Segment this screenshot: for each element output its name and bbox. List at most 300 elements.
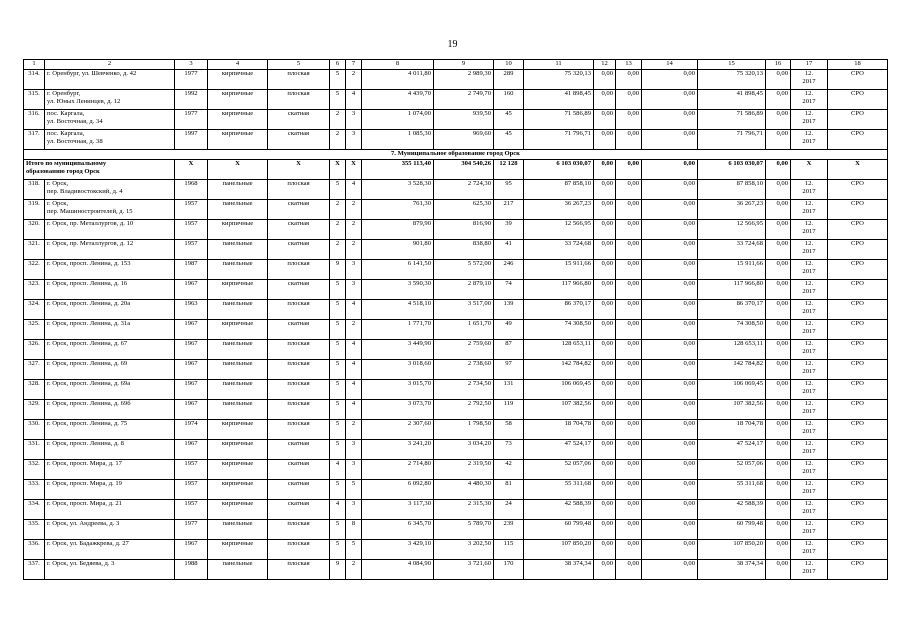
fund-1: 0,00 <box>594 90 616 110</box>
fund-4: 0,00 <box>766 540 791 560</box>
method: СРО <box>828 300 888 320</box>
owners-funds: 107 850,20 <box>698 540 766 560</box>
address: пос. Каргала, ул. Восточная, д. 38 <box>45 130 175 150</box>
cost-total: 47 524,17 <box>524 440 594 460</box>
total-area: 4 518,10 <box>362 300 434 320</box>
column-number: 13 <box>616 60 642 70</box>
entrances: 2 <box>346 70 362 90</box>
table-row <box>24 90 888 110</box>
fund-2: 0,00 <box>616 240 642 260</box>
owners-funds: 107 382,56 <box>698 400 766 420</box>
address: пос. Каргала, ул. Восточная, д. 34 <box>45 110 175 130</box>
fund-2: 0,00 <box>616 400 642 420</box>
column-number: 12 <box>594 60 616 70</box>
owners-funds: 106 069,45 <box>698 380 766 400</box>
wall-material: панельные <box>208 360 268 380</box>
address: г. Орск, пр. Металлургов, д. 12 <box>45 240 175 260</box>
column-number: 18 <box>828 60 888 70</box>
floors: 5 <box>330 360 346 380</box>
owners-funds: 18 704,78 <box>698 420 766 440</box>
completion-date: 12. 2017 <box>791 520 828 540</box>
floors: 5 <box>330 90 346 110</box>
address: г. Орск, ул. Бедяева, д. 3 <box>45 560 175 580</box>
roof-type: скатная <box>268 240 330 260</box>
owners-funds: 117 966,80 <box>698 280 766 300</box>
fund-3: 0,00 <box>642 340 698 360</box>
method: СРО <box>828 90 888 110</box>
cost-total: 18 704,78 <box>524 420 594 440</box>
owners-funds: 128 653,11 <box>698 340 766 360</box>
entrances: 4 <box>346 360 362 380</box>
completion-date: 12. 2017 <box>791 200 828 220</box>
entrances: 2 <box>346 420 362 440</box>
fund-3: 0,00 <box>642 280 698 300</box>
row-number: 323. <box>24 280 45 300</box>
floors: 5 <box>330 280 346 300</box>
fund-3: 0,00 <box>642 420 698 440</box>
total-value: X <box>346 160 362 180</box>
row-number: 334. <box>24 500 45 520</box>
method: СРО <box>828 220 888 240</box>
fund-3: 0,00 <box>642 110 698 130</box>
fund-3: 0,00 <box>642 320 698 340</box>
row-number: 324. <box>24 300 45 320</box>
living-area: 3 517,00 <box>434 300 494 320</box>
fund-2: 0,00 <box>616 110 642 130</box>
owners-funds: 42 588,39 <box>698 500 766 520</box>
table-row <box>24 110 888 130</box>
roof-type: плоская <box>268 560 330 580</box>
fund-3: 0,00 <box>642 300 698 320</box>
cost-total: 86 370,17 <box>524 300 594 320</box>
cost-total: 38 374,34 <box>524 560 594 580</box>
roof-type: плоская <box>268 300 330 320</box>
entrances: 5 <box>346 540 362 560</box>
year-built: 1957 <box>175 480 208 500</box>
roof-type: плоская <box>268 540 330 560</box>
fund-3: 0,00 <box>642 180 698 200</box>
owners-funds: 142 784,82 <box>698 360 766 380</box>
address: г. Орск, ул. Андреева, д. 3 <box>45 520 175 540</box>
address: г. Орск, просп. Мира, д. 17 <box>45 460 175 480</box>
table-row <box>24 460 888 480</box>
fund-4: 0,00 <box>766 220 791 240</box>
residents: 160 <box>494 90 524 110</box>
column-number: 1 <box>24 60 45 70</box>
table-row <box>24 480 888 500</box>
residents: 42 <box>494 460 524 480</box>
owners-funds: 52 057,06 <box>698 460 766 480</box>
wall-material: панельные <box>208 240 268 260</box>
column-number: 5 <box>268 60 330 70</box>
total-value: X <box>828 160 888 180</box>
row-number: 316. <box>24 110 45 130</box>
cost-total: 60 799,48 <box>524 520 594 540</box>
living-area: 2 879,10 <box>434 280 494 300</box>
total-value: 0,00 <box>594 160 616 180</box>
total-area: 3 528,30 <box>362 180 434 200</box>
residents: 49 <box>494 320 524 340</box>
address: г. Орск, просп. Мира, д. 21 <box>45 500 175 520</box>
total-value: X <box>330 160 346 180</box>
method: СРО <box>828 540 888 560</box>
method: СРО <box>828 70 888 90</box>
entrances: 5 <box>346 480 362 500</box>
row-number: 331. <box>24 440 45 460</box>
fund-3: 0,00 <box>642 520 698 540</box>
wall-material: кирпичные <box>208 500 268 520</box>
completion-date: 12. 2017 <box>791 280 828 300</box>
floors: 2 <box>330 240 346 260</box>
fund-1: 0,00 <box>594 460 616 480</box>
cost-total: 33 724,68 <box>524 240 594 260</box>
living-area: 2 724,30 <box>434 180 494 200</box>
floors: 2 <box>330 130 346 150</box>
roof-type: скатная <box>268 220 330 240</box>
row-number: 330. <box>24 420 45 440</box>
fund-4: 0,00 <box>766 500 791 520</box>
living-area: 625,30 <box>434 200 494 220</box>
year-built: 1967 <box>175 540 208 560</box>
wall-material: панельные <box>208 560 268 580</box>
method: СРО <box>828 180 888 200</box>
residents: 95 <box>494 180 524 200</box>
cost-total: 42 588,39 <box>524 500 594 520</box>
floors: 5 <box>330 520 346 540</box>
row-number: 319. <box>24 200 45 220</box>
roof-type: скатная <box>268 440 330 460</box>
residents: 45 <box>494 110 524 130</box>
owners-funds: 47 524,17 <box>698 440 766 460</box>
floors: 9 <box>330 560 346 580</box>
fund-2: 0,00 <box>616 300 642 320</box>
roof-type: скатная <box>268 480 330 500</box>
wall-material: кирпичные <box>208 70 268 90</box>
column-number: 9 <box>434 60 494 70</box>
entrances: 2 <box>346 240 362 260</box>
residents: 239 <box>494 520 524 540</box>
residents: 73 <box>494 440 524 460</box>
total-area: 4 084,90 <box>362 560 434 580</box>
fund-2: 0,00 <box>616 340 642 360</box>
section-title-row <box>24 150 888 160</box>
total-area: 6 092,80 <box>362 480 434 500</box>
table-row <box>24 300 888 320</box>
living-area: 5 572,00 <box>434 260 494 280</box>
owners-funds: 74 308,50 <box>698 320 766 340</box>
year-built: 1988 <box>175 560 208 580</box>
row-number: 318. <box>24 180 45 200</box>
living-area: 2 319,50 <box>434 460 494 480</box>
total-area: 6 345,70 <box>362 520 434 540</box>
floors: 4 <box>330 500 346 520</box>
wall-material: кирпичные <box>208 420 268 440</box>
entrances: 2 <box>346 560 362 580</box>
fund-4: 0,00 <box>766 360 791 380</box>
roof-type: плоская <box>268 340 330 360</box>
wall-material: кирпичные <box>208 540 268 560</box>
table-row <box>24 70 888 90</box>
address: г. Орск, просп. Ленина, д. 20а <box>45 300 175 320</box>
address: г. Орск, просп. Ленина, д. 8 <box>45 440 175 460</box>
year-built: 1977 <box>175 70 208 90</box>
row-number: 336. <box>24 540 45 560</box>
fund-1: 0,00 <box>594 400 616 420</box>
column-number: 11 <box>524 60 594 70</box>
owners-funds: 33 724,68 <box>698 240 766 260</box>
fund-3: 0,00 <box>642 480 698 500</box>
fund-2: 0,00 <box>616 380 642 400</box>
column-number: 8 <box>362 60 434 70</box>
owners-funds: 71 796,71 <box>698 130 766 150</box>
cost-total: 71 796,71 <box>524 130 594 150</box>
method: СРО <box>828 360 888 380</box>
entrances: 2 <box>346 320 362 340</box>
year-built: 1997 <box>175 130 208 150</box>
year-built: 1963 <box>175 300 208 320</box>
fund-2: 0,00 <box>616 260 642 280</box>
table-body <box>24 60 888 580</box>
owners-funds: 86 370,17 <box>698 300 766 320</box>
roof-type: плоская <box>268 520 330 540</box>
residents: 58 <box>494 420 524 440</box>
fund-1: 0,00 <box>594 480 616 500</box>
wall-material: кирпичные <box>208 320 268 340</box>
fund-3: 0,00 <box>642 560 698 580</box>
method: СРО <box>828 500 888 520</box>
fund-2: 0,00 <box>616 90 642 110</box>
method: СРО <box>828 280 888 300</box>
table-row <box>24 200 888 220</box>
method: СРО <box>828 560 888 580</box>
owners-funds: 75 320,13 <box>698 70 766 90</box>
year-built: 1967 <box>175 280 208 300</box>
residents: 115 <box>494 540 524 560</box>
total-area: 4 439,70 <box>362 90 434 110</box>
floors: 5 <box>330 540 346 560</box>
completion-date: 12. 2017 <box>791 300 828 320</box>
fund-1: 0,00 <box>594 280 616 300</box>
fund-2: 0,00 <box>616 480 642 500</box>
roof-type: скатная <box>268 460 330 480</box>
column-number: 15 <box>698 60 766 70</box>
fund-1: 0,00 <box>594 240 616 260</box>
method: СРО <box>828 260 888 280</box>
fund-2: 0,00 <box>616 420 642 440</box>
owners-funds: 38 374,34 <box>698 560 766 580</box>
owners-funds: 15 911,66 <box>698 260 766 280</box>
fund-1: 0,00 <box>594 340 616 360</box>
entrances: 3 <box>346 280 362 300</box>
completion-date: 12. 2017 <box>791 240 828 260</box>
completion-date: 12. 2017 <box>791 500 828 520</box>
cost-total: 106 069,45 <box>524 380 594 400</box>
fund-4: 0,00 <box>766 180 791 200</box>
table-row <box>24 260 888 280</box>
method: СРО <box>828 520 888 540</box>
living-area: 3 721,60 <box>434 560 494 580</box>
total-area: 2 714,80 <box>362 460 434 480</box>
living-area: 2 738,60 <box>434 360 494 380</box>
cost-total: 71 586,89 <box>524 110 594 130</box>
total-value: 6 103 030,07 <box>524 160 594 180</box>
fund-1: 0,00 <box>594 70 616 90</box>
fund-1: 0,00 <box>594 130 616 150</box>
total-area: 3 241,20 <box>362 440 434 460</box>
floors: 4 <box>330 460 346 480</box>
address: г. Оренбург, ул. Шевченко, д. 42 <box>45 70 175 90</box>
living-area: 5 789,70 <box>434 520 494 540</box>
fund-4: 0,00 <box>766 400 791 420</box>
address: г. Орск, просп. Ленина, д. 16 <box>45 280 175 300</box>
table-row <box>24 520 888 540</box>
fund-3: 0,00 <box>642 90 698 110</box>
living-area: 3 202,50 <box>434 540 494 560</box>
entrances: 3 <box>346 440 362 460</box>
method: СРО <box>828 240 888 260</box>
year-built: 1968 <box>175 180 208 200</box>
wall-material: панельные <box>208 260 268 280</box>
total-area: 1 771,70 <box>362 320 434 340</box>
residents: 131 <box>494 380 524 400</box>
year-built: 1974 <box>175 420 208 440</box>
entrances: 4 <box>346 90 362 110</box>
row-number: 328. <box>24 380 45 400</box>
fund-3: 0,00 <box>642 460 698 480</box>
owners-funds: 36 267,23 <box>698 200 766 220</box>
fund-1: 0,00 <box>594 260 616 280</box>
fund-1: 0,00 <box>594 540 616 560</box>
cost-total: 107 382,56 <box>524 400 594 420</box>
address: г. Орск, просп. Ленина, д. 69б <box>45 400 175 420</box>
fund-4: 0,00 <box>766 130 791 150</box>
completion-date: 12. 2017 <box>791 540 828 560</box>
fund-1: 0,00 <box>594 360 616 380</box>
residents: 45 <box>494 130 524 150</box>
wall-material: кирпичные <box>208 280 268 300</box>
total-value: 355 113,40 <box>362 160 434 180</box>
living-area: 1 651,70 <box>434 320 494 340</box>
living-area: 2 759,60 <box>434 340 494 360</box>
entrances: 2 <box>346 220 362 240</box>
owners-funds: 71 586,89 <box>698 110 766 130</box>
roof-type: скатная <box>268 130 330 150</box>
column-number: 14 <box>642 60 698 70</box>
cost-total: 75 320,13 <box>524 70 594 90</box>
column-number: 3 <box>175 60 208 70</box>
owners-funds: 12 566,95 <box>698 220 766 240</box>
entrances: 3 <box>346 110 362 130</box>
residents: 246 <box>494 260 524 280</box>
fund-3: 0,00 <box>642 440 698 460</box>
table-row <box>24 380 888 400</box>
entrances: 4 <box>346 400 362 420</box>
owners-funds: 55 311,68 <box>698 480 766 500</box>
year-built: 1957 <box>175 240 208 260</box>
fund-4: 0,00 <box>766 110 791 130</box>
total-area: 3 117,30 <box>362 500 434 520</box>
roof-type: скатная <box>268 500 330 520</box>
fund-4: 0,00 <box>766 300 791 320</box>
fund-1: 0,00 <box>594 380 616 400</box>
roof-type: плоская <box>268 260 330 280</box>
method: СРО <box>828 400 888 420</box>
address: г. Орск, просп. Ленина, д. 153 <box>45 260 175 280</box>
table-row <box>24 320 888 340</box>
roof-type: скатная <box>268 320 330 340</box>
living-area: 3 034,20 <box>434 440 494 460</box>
completion-date: 12. 2017 <box>791 70 828 90</box>
total-area: 1 074,00 <box>362 110 434 130</box>
fund-1: 0,00 <box>594 300 616 320</box>
fund-1: 0,00 <box>594 320 616 340</box>
year-built: 1977 <box>175 110 208 130</box>
owners-funds: 87 858,10 <box>698 180 766 200</box>
method: СРО <box>828 110 888 130</box>
floors: 5 <box>330 70 346 90</box>
year-built: 1967 <box>175 380 208 400</box>
total-row <box>24 160 888 180</box>
completion-date: 12. 2017 <box>791 110 828 130</box>
entrances: 4 <box>346 380 362 400</box>
floors: 2 <box>330 200 346 220</box>
cost-total: 12 566,95 <box>524 220 594 240</box>
owners-funds: 60 799,48 <box>698 520 766 540</box>
method: СРО <box>828 460 888 480</box>
row-number: 335. <box>24 520 45 540</box>
completion-date: 12. 2017 <box>791 560 828 580</box>
roof-type: скатная <box>268 110 330 130</box>
address: г. Орск, просп. Ленина, д. 31а <box>45 320 175 340</box>
row-number: 327. <box>24 360 45 380</box>
table-row <box>24 340 888 360</box>
total-area: 3 018,60 <box>362 360 434 380</box>
total-area: 2 307,60 <box>362 420 434 440</box>
cost-total: 55 311,68 <box>524 480 594 500</box>
residents: 24 <box>494 500 524 520</box>
year-built: 1957 <box>175 500 208 520</box>
living-area: 2 792,50 <box>434 400 494 420</box>
total-value: 304 540,26 <box>434 160 494 180</box>
floors: 5 <box>330 420 346 440</box>
entrances: 3 <box>346 130 362 150</box>
method: СРО <box>828 320 888 340</box>
residents: 81 <box>494 480 524 500</box>
method: СРО <box>828 480 888 500</box>
year-built: 1957 <box>175 460 208 480</box>
row-number: 315. <box>24 90 45 110</box>
wall-material: кирпичные <box>208 110 268 130</box>
completion-date: 12. 2017 <box>791 90 828 110</box>
wall-material: панельные <box>208 380 268 400</box>
fund-3: 0,00 <box>642 220 698 240</box>
fund-4: 0,00 <box>766 200 791 220</box>
column-number: 7 <box>346 60 362 70</box>
wall-material: панельные <box>208 180 268 200</box>
wall-material: кирпичные <box>208 220 268 240</box>
floors: 9 <box>330 260 346 280</box>
year-built: 1957 <box>175 200 208 220</box>
row-number: 322. <box>24 260 45 280</box>
residents: 97 <box>494 360 524 380</box>
table-row <box>24 220 888 240</box>
roof-type: плоская <box>268 90 330 110</box>
wall-material: кирпичные <box>208 480 268 500</box>
address: г. Орск, просп. Ленина, д. 69а <box>45 380 175 400</box>
column-number: 10 <box>494 60 524 70</box>
entrances: 4 <box>346 180 362 200</box>
method: СРО <box>828 440 888 460</box>
